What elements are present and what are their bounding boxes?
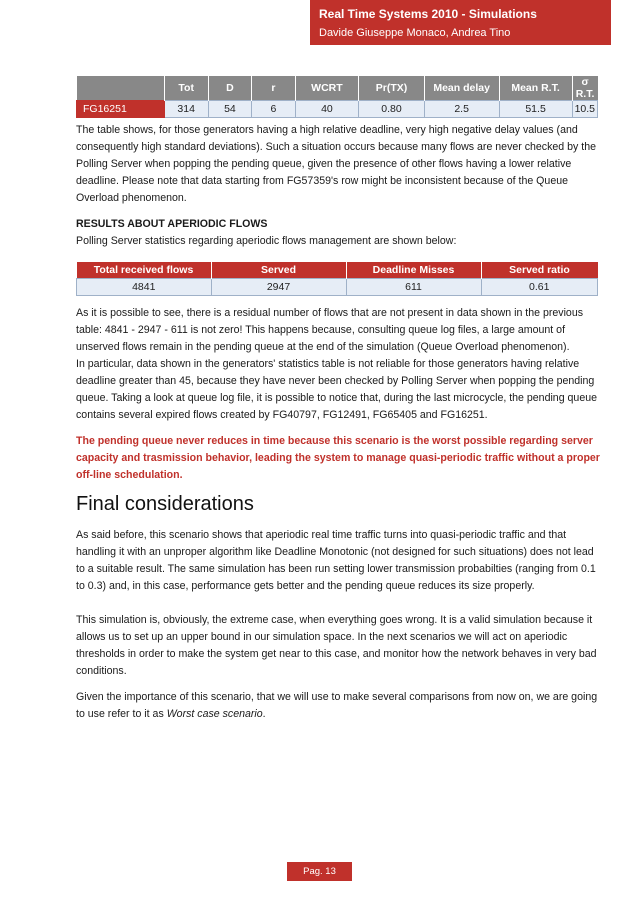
- generator-stats-table: [76, 76, 598, 118]
- cell-total-received: 4841: [77, 279, 212, 296]
- table-header-row: [77, 76, 598, 101]
- paragraph-final-3: [76, 689, 602, 723]
- cell-tot: 314: [164, 101, 208, 118]
- cell-served: 2947: [211, 279, 346, 296]
- row-label: FG16251: [77, 101, 165, 118]
- cell-deadline-misses: 611: [346, 279, 481, 296]
- highlight-paragraph: The pending queue never reduces in time because this scenario is the worst possible regarding server capacity and trasmission behavior, leading the system to manage quasi-periodic traffic without a proper off-line schedulation.: [76, 435, 600, 481]
- paragraph-final-1: As said before, this scenario shows that aperiodic real time traffic turns into quasi-periodic traffic and that handling it with an unproper algorithm like Deadline Monotonic (not designed for such situations) does not lead to a suitable result. The same simulation has been run setting lower transmission probabilties (ranging from 0.1 to 0.3) and, in this case, performance gets better and the pending queue reduces its size properly.: [76, 529, 596, 592]
- aperiodic-stats-table: [76, 262, 598, 296]
- table-row: [77, 101, 598, 118]
- col-header-prtx: Pr(TX): [359, 76, 425, 101]
- header-title: Real Time Systems 2010 - Simulations: [319, 7, 537, 21]
- results-heading: RESULTS ABOUT APERIODIC FLOWS: [76, 218, 268, 230]
- col-header-sigma-rt: σ R.T.: [572, 76, 597, 101]
- cell-d: 54: [208, 101, 252, 118]
- paragraph-final-3-end: .: [262, 708, 266, 720]
- paragraph-final-3-text: Given the importance of this scenario, that we will use to make several comparisons from now on, we are going to use refer to it as: [76, 691, 598, 720]
- table-corner-cell: [77, 76, 165, 101]
- paragraph-residual-flows: As it is possible to see, there is a residual number of flows that are not present in data shown in the previous table: 4841 - 2947 - 611 is not zero! This happens because, consulting queue log files, a large amount of unserved flows remain in the pending queue at the end of the simulation (Queue Overload phenomenon).: [76, 307, 584, 353]
- col-header-mean-delay: Mean delay: [424, 76, 499, 101]
- col-header-tot: Tot: [164, 76, 208, 101]
- paragraph-reliability: In particular, data shown in the generators' statistics table is not reliable for those generators having relative deadline greater than 45, because they have never been checked by Polling Server when popping the pending queue. Taking a look at queue log file, it is possible to notice that, during the last microcycle, the pending queue contains several expired flows created by FG40797, FG12491, FG65405 and FG16251.: [76, 358, 597, 421]
- cell-r: 6: [252, 101, 295, 118]
- col-header-deadline-misses: Deadline Misses: [346, 262, 481, 279]
- page-number: Pag. 13: [287, 862, 352, 881]
- page-header: [310, 0, 611, 45]
- header-authors: Davide Giuseppe Monaco, Andrea Tino: [319, 27, 511, 39]
- cell-prtx: 0.80: [359, 101, 425, 118]
- col-header-mean-rt: Mean R.T.: [499, 76, 572, 101]
- col-header-served: Served: [211, 262, 346, 279]
- results-intro: Polling Server statistics regarding aperiodic flows management are shown below:: [76, 235, 457, 247]
- table-row: [77, 279, 598, 296]
- cell-mean-delay: 2.5: [424, 101, 499, 118]
- col-header-d: D: [208, 76, 252, 101]
- paragraph-final-2: This simulation is, obviously, the extreme case, when everything goes wrong. It is a valid simulation because it allows us to set up an upper bound in our simulation space. In the next scenarios we will act on aperiodic thresholds in order to make the system get near to this case, and monitor how the network behaves in very bad conditions.: [76, 614, 597, 677]
- cell-mean-rt: 51.5: [499, 101, 572, 118]
- worst-case-emphasis: Worst case scenario: [166, 708, 263, 720]
- col-header-served-ratio: Served ratio: [481, 262, 598, 279]
- paragraph-table-explanation: The table shows, for those generators having a high relative deadline, very high negative delay values (and consequently high standard deviations). Such a situation occurs because many flows are never checked by the Polling Server when popping the pending queue, given the presence of other flows having a lower relative deadline. Please note that data starting from FG57359's row might be inconsistent because of the Queue Overload phenomenon.: [76, 124, 596, 204]
- col-header-wcrt: WCRT: [295, 76, 359, 101]
- final-considerations-title: Final considerations: [76, 493, 254, 515]
- cell-served-ratio: 0.61: [481, 279, 598, 296]
- cell-sigma-rt: 10.5: [572, 101, 597, 118]
- col-header-total-received: Total received flows: [77, 262, 212, 279]
- cell-wcrt: 40: [295, 101, 359, 118]
- col-header-r: r: [252, 76, 295, 101]
- table-header-row: [77, 262, 598, 279]
